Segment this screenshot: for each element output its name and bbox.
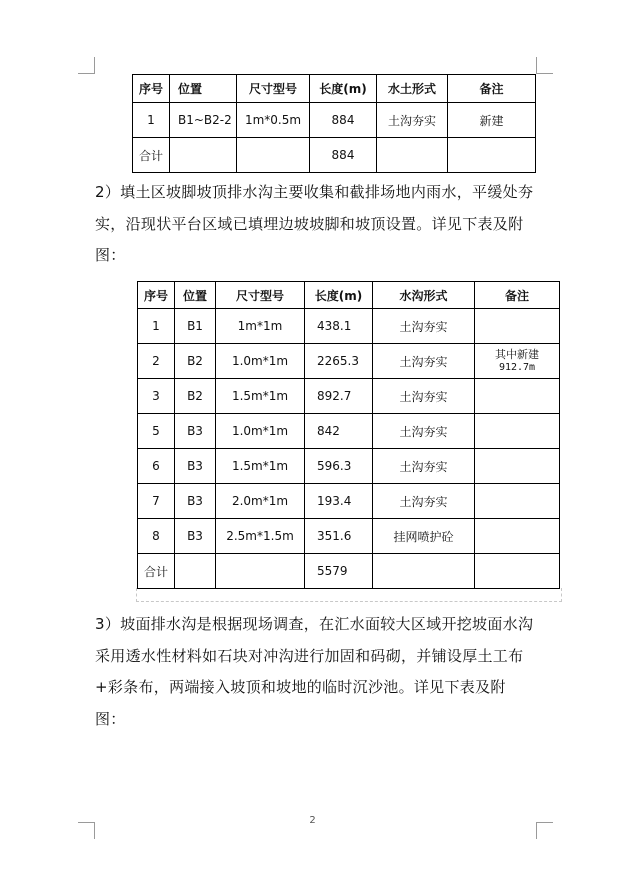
- table-cell: 884: [310, 138, 377, 173]
- table-cell: 土沟夯实: [373, 449, 475, 484]
- table-cell: B2: [175, 379, 216, 414]
- table-row: [138, 484, 560, 519]
- drainage-table-2: [137, 281, 560, 589]
- table-cell: B3: [175, 484, 216, 519]
- table-row: [138, 449, 560, 484]
- table-cell: 438.1: [305, 309, 373, 344]
- table-cell: 2265.3: [305, 344, 373, 379]
- table-cell: B2: [175, 344, 216, 379]
- table-cell: 5: [138, 414, 175, 449]
- note-subtext: 912.7m: [498, 362, 536, 373]
- table-cell: 7: [138, 484, 175, 519]
- table-cell-note: [475, 414, 560, 449]
- table-cell: 1m*0.5m: [237, 103, 310, 138]
- table-cell: [475, 554, 560, 589]
- table-cell: 193.4: [305, 484, 373, 519]
- table-header-cell: 长度(m): [310, 75, 377, 103]
- table-cell: 5579: [305, 554, 373, 589]
- table-cell: 新建: [448, 103, 536, 138]
- page-corner-mark-top-right: [536, 57, 553, 74]
- table-cell: 土沟夯实: [373, 414, 475, 449]
- table-total-row: [133, 138, 536, 173]
- table-cell: 合计: [133, 138, 170, 173]
- table-cell: [170, 138, 237, 173]
- table-cell: B1~B2-2: [170, 103, 237, 138]
- table-cell: 884: [310, 103, 377, 138]
- table-cell: 1.5m*1m: [216, 449, 305, 484]
- table-cell: 1m*1m: [216, 309, 305, 344]
- table-header-cell: 水土形式: [377, 75, 448, 103]
- table-cell: [377, 138, 448, 173]
- table-row: [138, 344, 560, 379]
- table-header-cell: 尺寸型号: [237, 75, 310, 103]
- table-body: [138, 309, 560, 554]
- table-cell-note: [475, 449, 560, 484]
- table-cell: 6: [138, 449, 175, 484]
- table-cell: 2.5m*1.5m: [216, 519, 305, 554]
- table-cell: 3: [138, 379, 175, 414]
- table-row: [138, 379, 560, 414]
- table-cell: B3: [175, 414, 216, 449]
- table-cell-note: [475, 379, 560, 414]
- table-cell: 土沟夯实: [373, 309, 475, 344]
- table-cell: B3: [175, 519, 216, 554]
- table-cell: 2.0m*1m: [216, 484, 305, 519]
- table-cell: [175, 554, 216, 589]
- table-cell-note: [475, 484, 560, 519]
- paragraph-3: 3）坡面排水沟是根据现场调查，在汇水面较大区域开挖坡面水沟采用透水性材料如石块对冲沟进行加固和码砌，并铺设厚土工布+彩条布，两端接入坡顶和坡地的临时沉沙池。详见下表及附图：: [95, 615, 534, 728]
- table-cell: 合计: [138, 554, 175, 589]
- table-row: [138, 414, 560, 449]
- table-row: [133, 103, 536, 138]
- table-cell-note: [475, 519, 560, 554]
- table-cell: 挂网喷护砼: [373, 519, 475, 554]
- table-cell: [237, 138, 310, 173]
- table-cell: [216, 554, 305, 589]
- table-row: [138, 519, 560, 554]
- drainage-table-1: [132, 74, 536, 173]
- note-text: 其中新建: [495, 348, 539, 361]
- table-cell: [373, 554, 475, 589]
- table-cell: 1.5m*1m: [216, 379, 305, 414]
- table-header-row: [138, 282, 560, 309]
- table-header-row: [133, 75, 536, 103]
- table-cell: 596.3: [305, 449, 373, 484]
- table-header-cell: 水沟形式: [373, 282, 475, 309]
- table-cell: 土沟夯实: [377, 103, 448, 138]
- table-cell: 1.0m*1m: [216, 414, 305, 449]
- page-number: 2: [309, 815, 316, 826]
- paragraph-2: 2）填土区坡脚坡顶排水沟主要收集和截排场地内雨水，平缓处夯实，沿现状平台区域已填埋边坡坡脚和坡顶设置。详见下表及附图：: [95, 183, 534, 264]
- table-cell: B3: [175, 449, 216, 484]
- table-cell: 892.7: [305, 379, 373, 414]
- table-total-row: [138, 554, 560, 589]
- table-header-cell: 备注: [448, 75, 536, 103]
- table-cell: 2: [138, 344, 175, 379]
- table-cell: 土沟夯实: [373, 484, 475, 519]
- table-header-cell: 序号: [133, 75, 170, 103]
- table-header-cell: 长度(m): [305, 282, 373, 309]
- table-cell: [448, 138, 536, 173]
- table-header-cell: 位置: [175, 282, 216, 309]
- table-cell: 8: [138, 519, 175, 554]
- table-cell: 351.6: [305, 519, 373, 554]
- table-header-cell: 位置: [170, 75, 237, 103]
- table-cell: 1.0m*1m: [216, 344, 305, 379]
- table-cell: 土沟夯实: [373, 379, 475, 414]
- table-cell: B1: [175, 309, 216, 344]
- table-boundary-dashed: [136, 588, 562, 602]
- table-cell-note: [475, 344, 560, 379]
- table-header-cell: 序号: [138, 282, 175, 309]
- table-cell: 1: [133, 103, 170, 138]
- table-header-cell: 备注: [475, 282, 560, 309]
- table-cell: 842: [305, 414, 373, 449]
- table-cell: 1: [138, 309, 175, 344]
- table-cell: 土沟夯实: [373, 344, 475, 379]
- page-corner-mark-top-left: [78, 57, 95, 74]
- table-cell-note: [475, 309, 560, 344]
- table-row: [138, 309, 560, 344]
- table-header-cell: 尺寸型号: [216, 282, 305, 309]
